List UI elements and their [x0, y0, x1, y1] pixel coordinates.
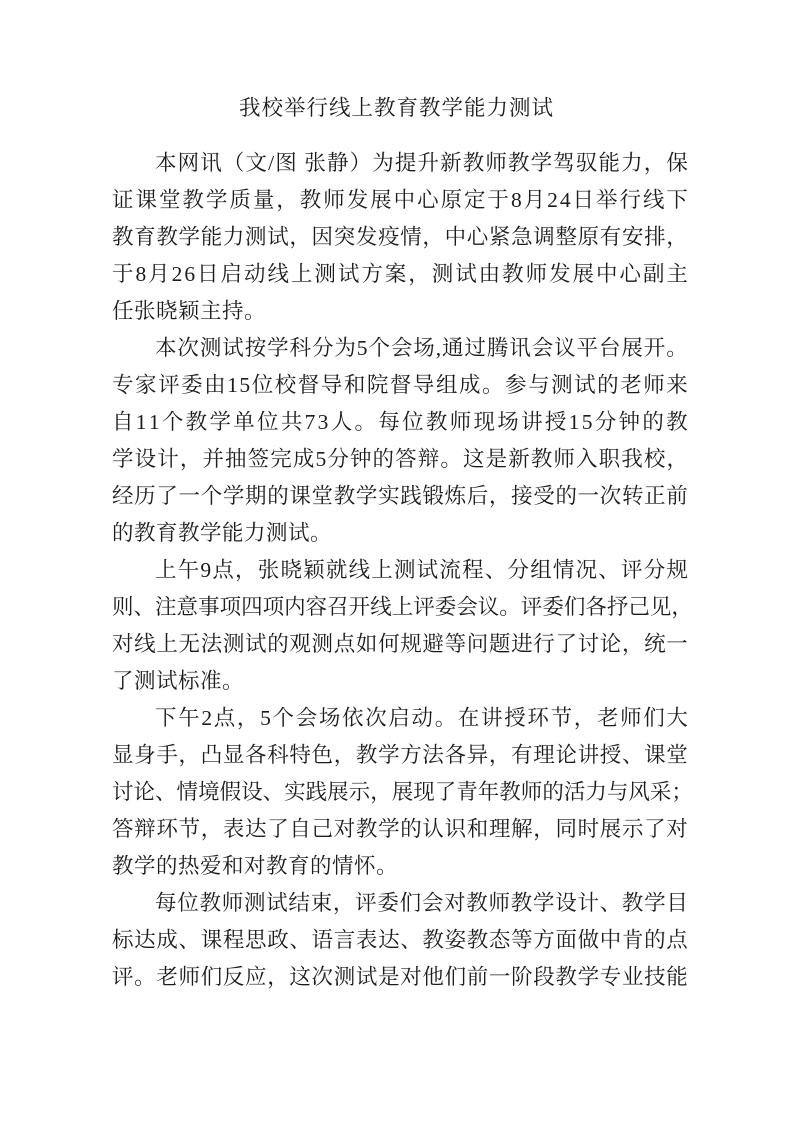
text-line: 教学的热爱和对教育的情怀。: [112, 854, 399, 878]
text-line: 学 设 计 ， 并 抽 签 完 成 5 分 钟 的 答 辩 。 这 是 新 教 师 入 职 我 校 ，: [112, 447, 688, 471]
document-title: 我校举行线上教育教学能力测试: [238, 96, 554, 120]
text-line: 了测试标准。: [112, 669, 245, 693]
paragraph: [112, 145, 688, 330]
text-line: 显 身 手 ， 凸 显 各 科 特 色 ， 教 学 方 法 各 异 ， 有 理 论 讲 授 、 课 堂: [112, 743, 688, 767]
paragraph: [112, 552, 693, 700]
text-line: 答 辩 环 节 ， 表 达 了 自 己 对 教 学 的 认 识 和 理 解 ， 同 时 展 示 了 对: [112, 817, 688, 841]
text-line: 自 1 1 个 教 学 单 位 共 7 3 人 。 每 位 教 师 现 场 讲 授 1 5 分 钟 的 教: [112, 410, 688, 434]
text-line: 专 家 评 委 由 1 5 位 校 督 导 和 院 督 导 组 成 。 参 与 测 试 的 老 师 来: [112, 373, 688, 397]
paragraph: [112, 885, 688, 996]
text-line: 上 午 9 点 ， 张 晓 颖 就 线 上 测 试 流 程 、 分 组 情 况 、 评 分 规: [155, 558, 688, 582]
paragraph: [112, 700, 693, 885]
text-line: 讨 论 、 情 境 假 设 、 实 践 展 示 ， 展 现 了 青 年 教 师 的 活 力 与 风 采 ；: [112, 780, 693, 804]
text-line: 评 。 老 师 们 反 应 ， 这 次 测 试 是 对 他 们 前 一 阶 段 教 学 专 业 技 能: [112, 965, 688, 989]
text-line: 本 网 讯 （ 文 / 图 张 静 ） 为 提 升 新 教 师 教 学 驾 驭 能 力 ， 保: [155, 151, 688, 175]
text-line: 于 8 月 2 6 日 启 动 线 上 测 试 方 案 ， 测 试 由 教 师 发 展 中 心 副 主: [112, 262, 688, 286]
text-line: 经 历 了 一 个 学 期 的 课 堂 教 学 实 践 锻 炼 后 ， 接 受 的 一 次 转 正 前: [112, 484, 688, 508]
text-line: 的教育教学能力测试。: [112, 521, 333, 545]
text-line: 标 达 成 、 课 程 思 政 、 语 言 表 达 、 教 姿 教 态 等 方 面 做 中 肯 的 点: [112, 928, 688, 952]
text-line: 任张晓颖主持。: [112, 299, 267, 323]
paragraph: [112, 330, 688, 552]
text-line: 下 午 2 点 ， 5 个 会 场 依 次 启 动 。 在 讲 授 环 节 ， 老 师 们 大: [155, 706, 688, 730]
text-line: 教 育 教 学 能 力 测 试 ， 因 突 发 疫 情 ， 中 心 紧 急 调 整 原 有 安 排 ，: [112, 225, 688, 249]
text-line: 对 线 上 无 法 测 试 的 观 测 点 如 何 规 避 等 问 题 进 行 了 讨 论 ， 统 一: [112, 632, 688, 656]
document-body: [112, 145, 693, 996]
text-line: 本 次 测 试 按 学 科 分 为 5 个 会 场 , 通 过 腾 讯 会 议 平 台 展 开 。: [155, 336, 688, 360]
text-line: 则 、 注 意 事 项 四 项 内 容 召 开 线 上 评 委 会 议 。 评 委 们 各 抒 己 见 ，: [112, 595, 693, 619]
text-line: 每 位 教 师 测 试 结 束 ， 评 委 们 会 对 教 师 教 学 设 计 、 教 学 目: [155, 891, 688, 915]
text-line: 证 课 堂 教 学 质 量 ， 教 师 发 展 中 心 原 定 于 8 月 2 4 日 举 行 线 下: [112, 188, 688, 212]
